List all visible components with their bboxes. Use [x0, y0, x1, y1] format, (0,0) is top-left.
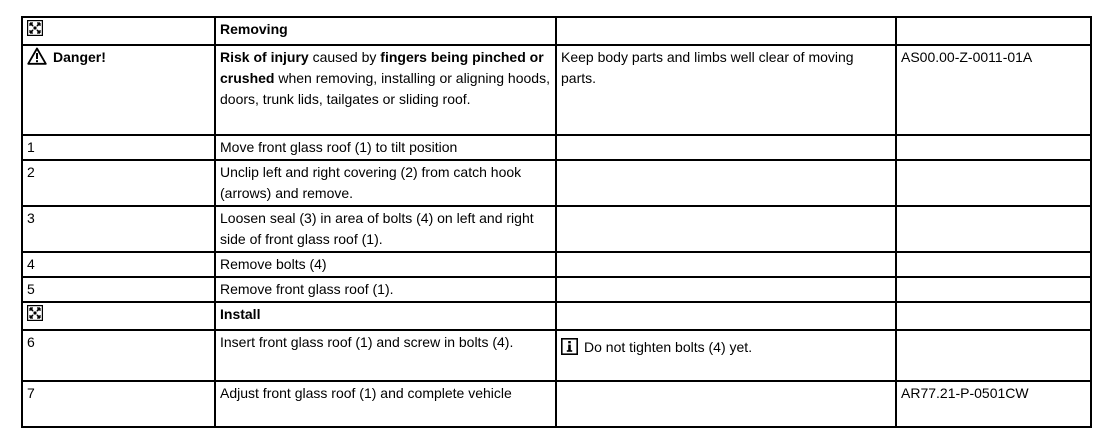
empty-cell [896, 252, 1091, 277]
step-note: Do not tighten bolts (4) yet. [584, 339, 753, 355]
danger-code: AS00.00-Z-0011-01A [896, 45, 1091, 135]
step-text: Remove bolts (4) [215, 252, 556, 277]
step-text: Move front glass roof (1) to tilt position [215, 135, 556, 160]
empty-cell [896, 160, 1091, 206]
step-row [22, 330, 1091, 381]
procedure-icon [27, 20, 43, 36]
section-row-install [22, 302, 1091, 330]
step-number: 3 [22, 206, 215, 252]
step-text: Loosen seal (3) in area of bolts (4) on left and right side of front glass roof (1). [215, 206, 556, 252]
empty-cell [896, 17, 1091, 45]
empty-cell [896, 330, 1091, 381]
step-row [22, 252, 1091, 277]
empty-cell [556, 381, 896, 427]
danger-remedy: Keep body parts and limbs well clear of moving parts. [556, 45, 896, 135]
empty-cell [556, 302, 896, 330]
empty-cell [896, 302, 1091, 330]
step-row [22, 160, 1091, 206]
empty-cell [896, 277, 1091, 302]
step-row [22, 381, 1091, 427]
step-note-cell [556, 330, 896, 381]
section-icon-cell [22, 302, 215, 330]
step-number: 5 [22, 277, 215, 302]
instruction-table [21, 16, 1092, 428]
procedure-icon [27, 305, 43, 321]
danger-text-cell [215, 45, 556, 135]
danger-text-1: caused by [308, 49, 381, 65]
section-title-removing: Removing [215, 17, 556, 45]
danger-row [22, 45, 1091, 135]
step-row [22, 206, 1091, 252]
empty-cell [896, 135, 1091, 160]
step-number: 2 [22, 160, 215, 206]
danger-label-cell [22, 45, 215, 135]
step-text: Unclip left and right covering (2) from catch hook (arrows) and remove. [215, 160, 556, 206]
danger-text-bold-1: Risk of injury [220, 49, 309, 65]
step-row [22, 135, 1091, 160]
danger-text-2: when removing, installing or aligning hoods, doors, trunk lids, tailgates or sliding roof. [220, 70, 550, 107]
step-number: 4 [22, 252, 215, 277]
step-text: Insert front glass roof (1) and screw in bolts (4). [215, 330, 556, 381]
section-row-removing [22, 17, 1091, 45]
empty-cell [556, 135, 896, 160]
section-icon-cell [22, 17, 215, 45]
danger-text-bold-2: fingers being pinched or crushed [220, 49, 544, 86]
step-number: 1 [22, 135, 215, 160]
empty-cell [556, 17, 896, 45]
empty-cell [556, 277, 896, 302]
warning-triangle-icon [27, 47, 47, 65]
empty-cell [556, 206, 896, 252]
step-code: AR77.21-P-0501CW [896, 381, 1091, 427]
info-icon [561, 338, 578, 355]
danger-label: Danger! [53, 49, 106, 65]
step-number: 7 [22, 381, 215, 427]
step-number: 6 [22, 330, 215, 381]
empty-cell [896, 206, 1091, 252]
empty-cell [556, 160, 896, 206]
section-title-install: Install [215, 302, 556, 330]
step-row [22, 277, 1091, 302]
step-text: Remove front glass roof (1). [215, 277, 556, 302]
empty-cell [556, 252, 896, 277]
step-text: Adjust front glass roof (1) and complete vehicle [215, 381, 556, 427]
